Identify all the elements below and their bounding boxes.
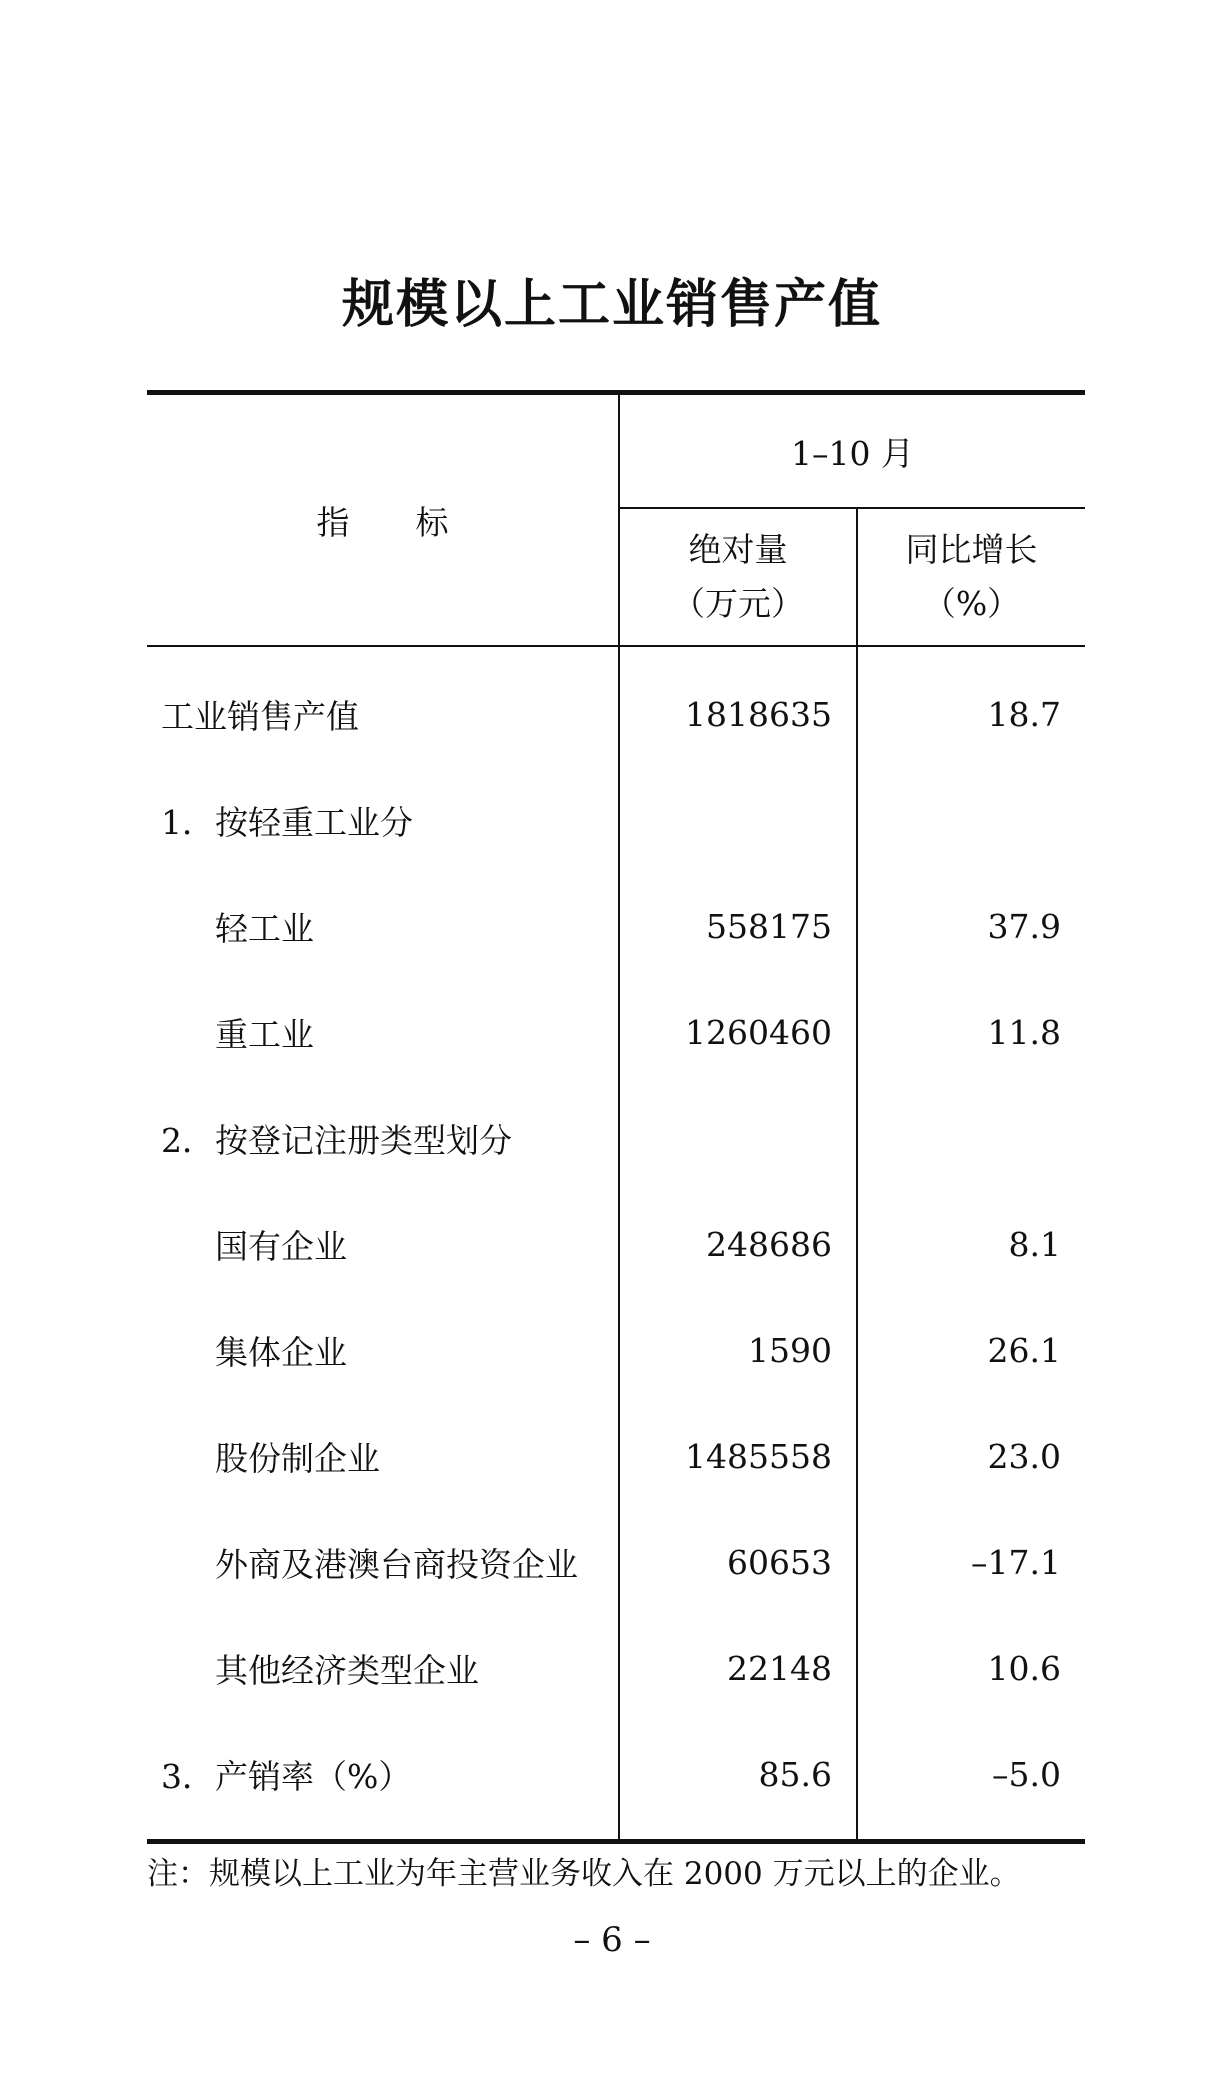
sales-value-table	[147, 390, 1085, 1844]
row-value: 558175	[619, 873, 857, 979]
row-label: 外商及港澳台商投资企业	[147, 1509, 619, 1615]
table-row	[147, 646, 1085, 767]
row-growth: 8.1	[1008, 1224, 1062, 1264]
table-row	[147, 1085, 1085, 1191]
table-row	[147, 1615, 1085, 1721]
row-value: 248686	[619, 1191, 857, 1297]
row-growth: 11.8	[987, 1012, 1062, 1052]
footnote: 注：规模以上工业为年主营业务收入在 2000 万元以上的企业。	[147, 1856, 1021, 1892]
indicator-header-label: 指 标	[316, 502, 449, 542]
row-label: 2．按登记注册类型划分	[147, 1085, 619, 1191]
row-label: 其他经济类型企业	[147, 1615, 619, 1721]
growth-header-unit: （%）	[922, 584, 1021, 623]
row-label: 1．按轻重工业分	[147, 767, 619, 873]
row-growth: –5.0	[857, 1721, 1085, 1842]
row-growth	[857, 1085, 1085, 1191]
row-growth: 37.9	[987, 906, 1062, 946]
table-row	[147, 1297, 1085, 1403]
row-label: 工业销售产值	[147, 646, 619, 767]
row-growth: 10.6	[987, 1648, 1062, 1688]
row-label: 国有企业	[147, 1191, 619, 1297]
absolute-value-header	[619, 508, 857, 646]
row-growth: 26.1	[987, 1330, 1062, 1370]
indicator-header	[147, 393, 619, 647]
row-growth: –17.1	[971, 1542, 1062, 1582]
row-value	[619, 767, 857, 873]
row-value: 1260460	[619, 979, 857, 1085]
row-label: 股份制企业	[147, 1403, 619, 1509]
row-value: 1590	[619, 1297, 857, 1403]
row-value: 85.6	[619, 1721, 857, 1842]
row-value: 1485558	[619, 1403, 857, 1509]
page-title: 规模以上工业销售产值	[341, 275, 882, 335]
data-table-wrapper	[147, 390, 1085, 1844]
row-value: 22148	[619, 1615, 857, 1721]
row-value	[619, 1085, 857, 1191]
growth-header	[857, 508, 1085, 646]
row-label: 重工业	[147, 979, 619, 1085]
row-growth	[857, 767, 1085, 873]
row-value: 1818635	[619, 646, 857, 767]
row-label: 3．产销率（%）	[147, 1721, 619, 1842]
row-value: 60653	[619, 1509, 857, 1615]
table-row	[147, 1191, 1085, 1297]
page-number: – 6 –	[573, 1920, 651, 1960]
table-row	[147, 1509, 1085, 1615]
period-header: 1–10 月	[619, 393, 1085, 509]
row-label: 集体企业	[147, 1297, 619, 1403]
row-growth: 18.7	[987, 694, 1062, 734]
absolute-value-header-unit: （万元）	[672, 584, 804, 623]
table-row	[147, 1721, 1085, 1842]
table-row	[147, 979, 1085, 1085]
absolute-value-header-title: 绝对量	[688, 530, 788, 569]
row-label: 轻工业	[147, 873, 619, 979]
table-row	[147, 1403, 1085, 1509]
growth-header-title: 同比增长	[905, 530, 1038, 569]
row-growth: 23.0	[987, 1436, 1062, 1476]
table-row	[147, 767, 1085, 873]
table-row	[147, 873, 1085, 979]
